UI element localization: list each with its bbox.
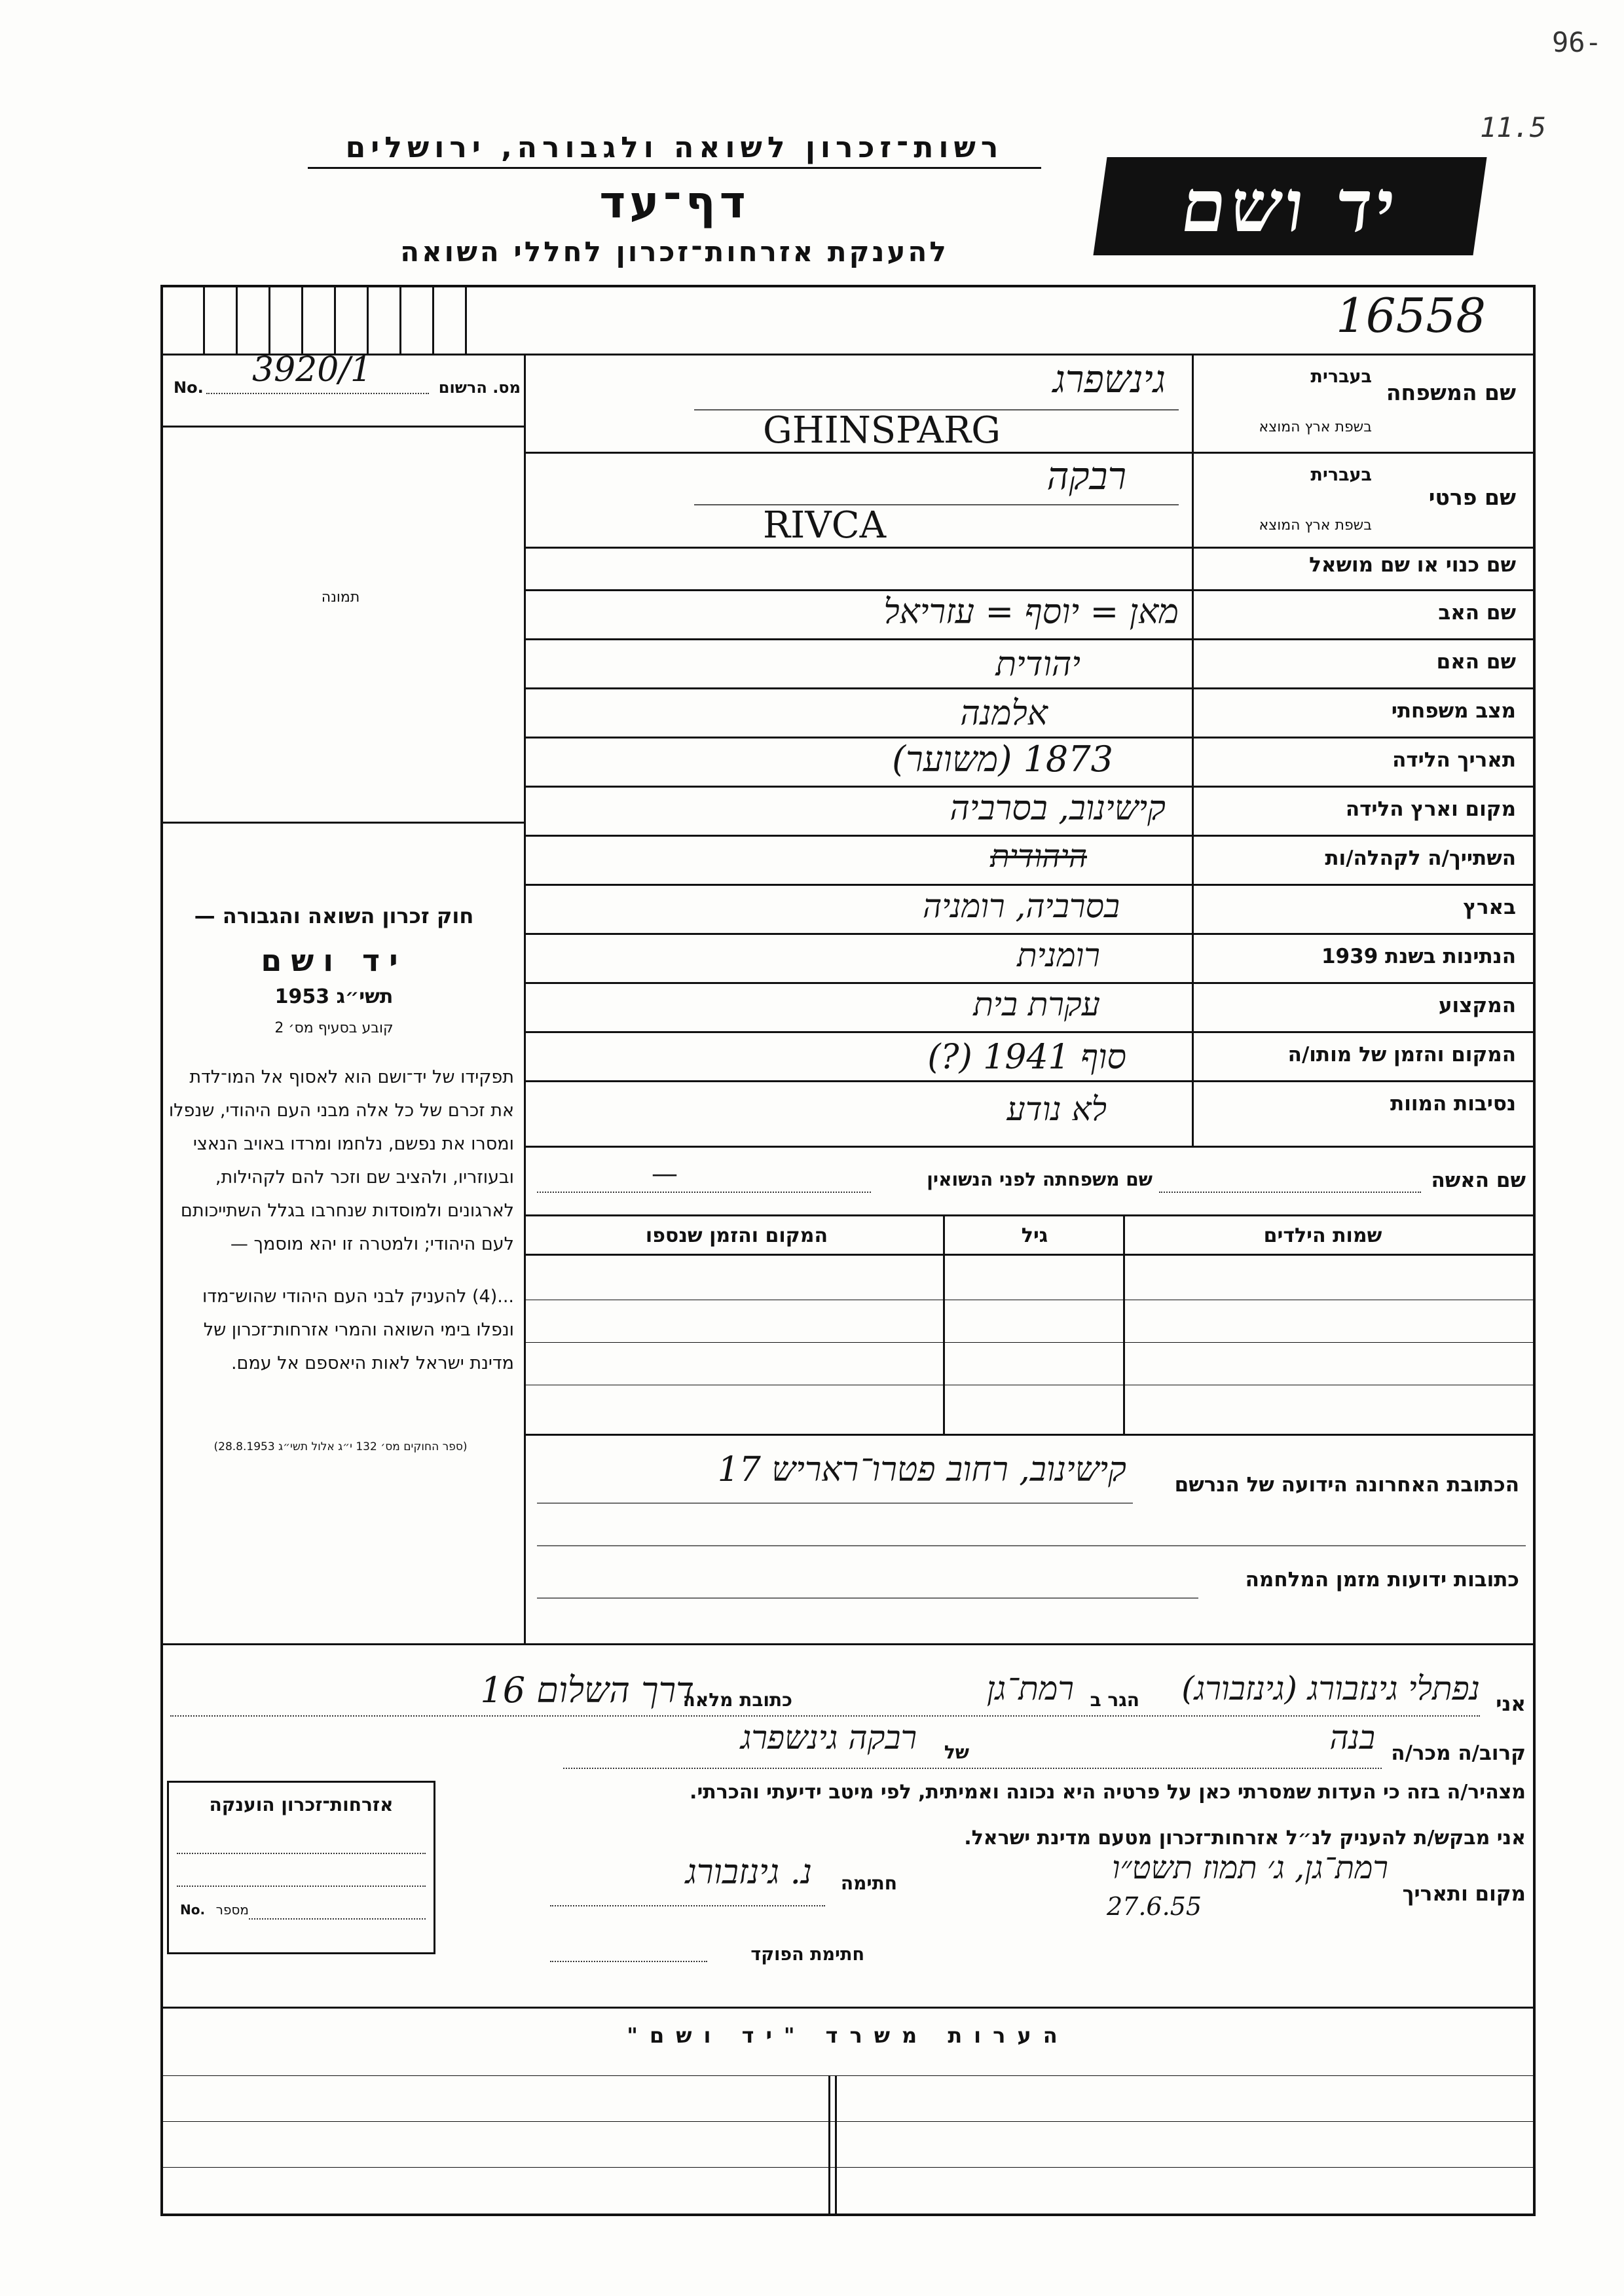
father-label: שם האב (1438, 601, 1516, 625)
father-value: מאן = יוסף = עזריאל (883, 592, 1179, 632)
request-line: אני מבקש/ת להעניק לנ״ל אזרחות־זכרון מטעם מדינת ישראל. (964, 1827, 1526, 1850)
law-title: חוק זכרון השואה והגבורה — (194, 903, 474, 928)
mother-value: יהודית (995, 645, 1080, 684)
gregorian-date: 27.6.55 (1107, 1892, 1202, 1921)
citizenship-granted-title: אזרחות־זכרון הוענקה (209, 1794, 394, 1815)
photo-label: תמונה (321, 589, 360, 606)
maiden-name-label: שם משפחתה לפני הנשואין (927, 1169, 1153, 1190)
full-address-label: כתובת מלאה (682, 1689, 792, 1711)
maiden-name-value: — (652, 1159, 678, 1189)
death-circumstances-value: לא נודע (1006, 1090, 1107, 1128)
place-date-value: רמת־גן, ג׳ תמוז תשט״ו (1112, 1850, 1388, 1886)
death-place-time-value: סוף 1941 (?) (927, 1038, 1126, 1077)
birth-date-value: 1873 (משוער) (892, 738, 1113, 780)
law-body: תפקידו של יד־ושם הוא לאסוף אל המו־לדת את זכרם של כל אלה מבני העם היהודי, שנפלו ומסרו את נפשם, נלחמו ומרדו באויב הנאצי ובעוזריו, ולהציב שם וזכר להם לקהילות, לארגונים ולמוסדות שנחרבו בגלל השתייכותם לעם היהודי; ולמטרה זו יהא מוסמך — (168, 1067, 514, 1254)
marital-status-value: אלמנה (960, 694, 1048, 733)
official-signature-label: חתימת הפוקד (750, 1944, 864, 1965)
yad-vashem-logo: יד ושם (1093, 157, 1486, 255)
citizenship-no-label: No. (180, 1902, 206, 1918)
declarant-city: רמת־גן (986, 1669, 1074, 1707)
birth-place-value: קישינוב, בסרביה (950, 789, 1166, 828)
surname-label: שם המשפחה (1386, 380, 1516, 405)
law-clause: קובע בסעיף מס׳ 2 (274, 1020, 394, 1036)
corner-date: 11.5 (1480, 111, 1547, 143)
authority-title: רשות־זכרון לשואה ולגבורה, ירושלים (345, 131, 1004, 164)
death-circumstances-label: נסיבות המוות (1390, 1092, 1516, 1116)
last-address-value: קישינוב, רחוב פטרו־ראריש 17 (717, 1450, 1126, 1489)
surname-hebrew-value: גינשפרג (1052, 357, 1166, 401)
registration-number: 3920/1 (252, 350, 372, 390)
form-subtitle: להענקת אזרחות־זכרון לחללי השואה (400, 236, 949, 268)
form-title: דף־עד (599, 177, 750, 228)
stamp-number: 16558 (1336, 288, 1486, 343)
corner-code: 96- (1552, 26, 1602, 58)
death-place-time-label: המקום והזמן של מותו/ה (1287, 1043, 1516, 1066)
relation-value: בנה (1329, 1719, 1375, 1757)
no-label: No. (174, 378, 204, 397)
community-label: השתייך/ה לקהלה/ות (1325, 847, 1516, 870)
header-underline (308, 167, 1041, 169)
birth-date-label: תאריך הלידה (1392, 748, 1516, 772)
surname-hebrew-sub: בעברית (1310, 367, 1372, 387)
surname-origin-sub: בשפת ארץ המוצא (1259, 419, 1372, 435)
surname-origin-value: GHINSPARG (763, 409, 1001, 452)
country-value: בסרביה, רומניה (922, 887, 1120, 925)
profession-value: עקרת בית (973, 985, 1100, 1023)
declarant-name: נפתלי גינזבורג (גינזבורג) (1181, 1669, 1480, 1707)
country-label: בארץ (1463, 896, 1516, 919)
children-death-header: המקום והזמן שנספו (645, 1224, 828, 1247)
nickname-label: שם כנוי או שם מושאל (1309, 553, 1516, 577)
marital-status-label: מצב משפחתי (1391, 699, 1516, 723)
birth-place-label: מקום וארץ הלידה (1345, 797, 1516, 821)
firstname-hebrew-sub: בעברית (1310, 465, 1372, 485)
place-date-label: מקום ותאריך (1402, 1882, 1526, 1906)
office-remarks-title: הערות משרד "יד ושם" (627, 2023, 1069, 2048)
signature-label: חתימה (840, 1872, 897, 1894)
firstname-origin-value: RIVCA (763, 504, 887, 547)
of-name: רבקה גינשפרג (740, 1719, 917, 1757)
mother-label: שם האם (1436, 650, 1516, 674)
relation-label: קרוב/ה מכר/ה (1391, 1741, 1526, 1765)
children-age-header: גיל (1021, 1224, 1048, 1247)
firstname-origin-sub: בשפת ארץ המוצא (1259, 517, 1372, 534)
spouse-label: שם האשה (1431, 1169, 1526, 1192)
declarant-i-label: אני (1496, 1692, 1526, 1716)
children-names-header: שמות הילדים (1263, 1224, 1382, 1247)
declarant-address: דרך השלום 16 (480, 1669, 694, 1711)
resides-label: הגר ב (1090, 1689, 1139, 1711)
registration-label: מס. הרשום (438, 378, 521, 397)
profession-label: המקצוע (1438, 994, 1516, 1017)
law-reference: (ספר החוקים מס׳ 132 י״ג אלול תשי״ג 28.8.1953) (213, 1440, 468, 1453)
law-year: תשי״ג 1953 (274, 985, 394, 1008)
declaration-line: מצהיר/ה בזה כי העדות שמסרתי כאן על פרטיה היא נכונה ואמיתית, לפי מיטב ידיעתי והכרתי. (690, 1781, 1526, 1804)
community-value: היהודית (990, 838, 1087, 875)
firstname-hebrew-value: רבקה (1046, 454, 1126, 498)
declarant-signature: נ. גינזבורג (685, 1853, 812, 1892)
law-name: יד ושם (261, 943, 407, 978)
citizenship-1939-label: הנתינות בשנת 1939 (1321, 945, 1516, 968)
of-label: של (944, 1741, 969, 1763)
citizenship-number-label: מספר (215, 1902, 249, 1918)
law-item-4: ...(4) להעניק לבני העם היהודי שהוש־מדו ונפלו בימי השואה והמרי אזרחות־זכרון של מדינת ישראל לאות היאספם אל עמם. (202, 1286, 514, 1374)
citizenship-1939-value: רומנית (1017, 936, 1100, 974)
firstname-label: שם פרטי (1428, 484, 1516, 510)
last-address-label: הכתובת האחרונה הידועה של הנרשם (1174, 1473, 1519, 1497)
wartime-address-label: כתובות ידועות מזמן המלחמה (1245, 1568, 1519, 1592)
